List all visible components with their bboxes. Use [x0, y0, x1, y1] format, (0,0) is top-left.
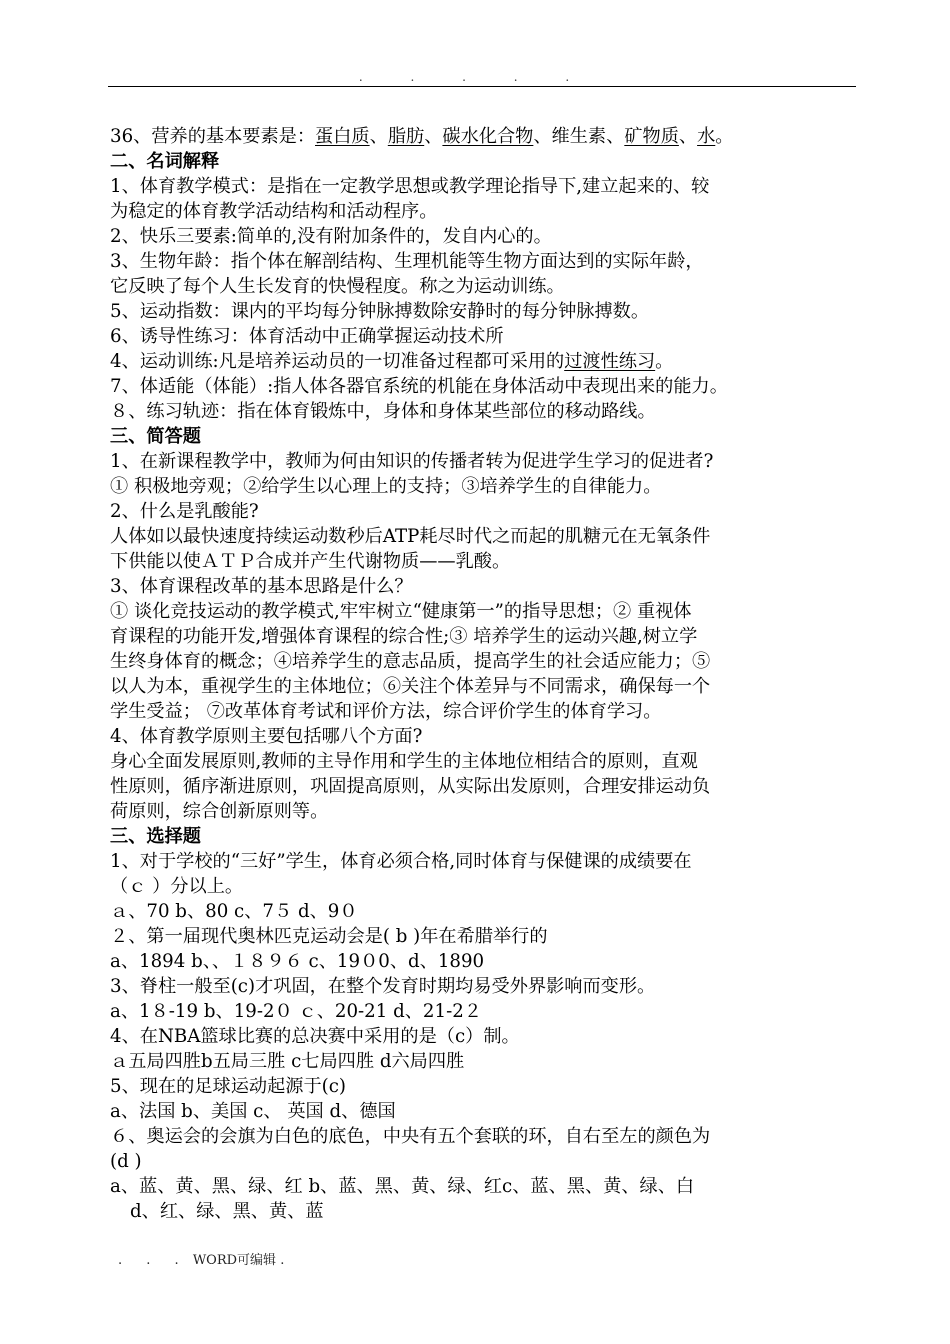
text-line: 3、生物年龄：指个体在解剖结构、生理机能等生物方面达到的实际年龄，	[110, 251, 704, 272]
answer-line: 生终身体育的概念；④培养学生的意志品质，提高学生的社会适应能力；⑤	[110, 651, 711, 672]
answer-line: ① 谈化竞技运动的教学模式,牢牢树立“健康第一”的指导思想；② 重视体	[110, 601, 692, 622]
question-line: 1、在新课程教学中，教师为何由知识的传播者转为促进学生学习的促进者?	[110, 451, 714, 472]
section-heading: 二、名词解释	[110, 151, 220, 172]
question-line: 3、脊柱一般至(c)才巩固，在整个发育时期均易受外界影响而变形。	[110, 976, 656, 997]
answer-line: 人体如以最快速度持续运动数秒后ATP耗尽时代之而起的肌糖元在无氧条件	[110, 526, 711, 547]
answer-line: 荷原则，综合创新原则等。	[110, 801, 329, 822]
text-line: 它反映了每个人生长发育的快慢程度。称之为运动训练。	[110, 276, 565, 297]
section-heading: 三、选择题	[110, 826, 201, 847]
header-rule	[108, 86, 856, 87]
document-body	[110, 124, 860, 1224]
question-line: ２、第一届现代奥林匹克运动会是( b )年在希腊举行的	[110, 926, 548, 947]
underlined-term: 矿物质	[624, 126, 679, 147]
underlined-term: 脂肪	[387, 126, 425, 147]
text-line-nutrition: 36、营养的基本要素是：蛋白质、脂肪、碳水化合物、维生素、矿物质、水。	[110, 126, 734, 147]
answer-line: 性原则，循序渐进原则，巩固提高原则，从实际出发原则，合理安排运动负	[110, 776, 711, 797]
text-line-training: 4、运动训练:凡是培养运动员的一切准备过程都可采用的过渡性练习。	[110, 351, 674, 372]
question-line: 3、体育课程改革的基本思路是什么？	[110, 576, 413, 597]
options-line: a、1８-19 b、19-2０ ｃ、20-21 d、21-2２	[110, 1001, 482, 1022]
answer-line: 学生受益； ⑦改革体育考试和评价方法，综合评价学生的体育学习。	[110, 701, 662, 722]
footer-dots: . . .	[118, 1253, 189, 1268]
text-line: 为稳定的体育教学活动结构和活动程序。	[110, 201, 438, 222]
answer-line: 以人为本，重视学生的主体地位；⑥关注个体差异与不同需求，确保每一个	[110, 676, 711, 697]
options-line: a、蓝、黄、黑、绿、红 b、蓝、黑、黄、绿、红c、蓝、黑、黄、绿、白	[110, 1176, 695, 1197]
answer-line: ① 积极地旁观；②给学生以心理上的支持；③培养学生的自律能力。	[110, 476, 662, 497]
section-heading: 三、简答题	[110, 426, 201, 447]
underlined-term: 碳水化合物	[442, 126, 534, 147]
options-line: a、1894 b、、１８９６ c、19０0、d、1890	[110, 951, 485, 972]
question-line: ６、奥运会的会旗为白色的底色，中央有五个套联的环，自右至左的颜色为	[110, 1126, 711, 1147]
underlined-term: 水	[697, 126, 716, 147]
text-line: 1、体育教学模式：是指在一定教学思想或教学理论指导下,建立起来的、较	[110, 176, 710, 197]
question-line: (d )	[110, 1151, 142, 1172]
answer-line: 育课程的功能开发,增强体育课程的综合性;③ 培养学生的运动兴趣,树立学	[110, 626, 698, 647]
options-line: ａ五局四胜b五局三胜 c七局四胜 d六局四胜	[110, 1051, 465, 1072]
underlined-term: 蛋白质	[315, 126, 370, 147]
question-line: 1、对于学校的“三好”学生，体育必须合格,同时体育与保健课的成绩要在	[110, 851, 692, 872]
text-line: 7、体适能（体能）:指人体各器官系统的机能在身体活动中表现出来的能力。	[110, 376, 728, 397]
answer-line: 下供能以使ＡＴＰ合成并产生代谢物质——乳酸。	[110, 551, 511, 572]
text-line: ８、练习轨迹：指在体育锻炼中，身体和身体某些部位的移动路线。	[110, 401, 656, 422]
page-footer	[118, 1249, 284, 1268]
question-line: 4、在NBA篮球比赛的总决赛中采用的是（c）制。	[110, 1026, 520, 1047]
options-line: d、红、绿、黑、黄、蓝	[130, 1201, 324, 1222]
text-line: 6、诱导性练习：体育活动中正确掌握运动技术所	[110, 326, 504, 347]
question-line: 4、体育教学原则主要包括哪八个方面?	[110, 726, 423, 747]
text-line: 2、快乐三要素:简单的,没有附加条件的，发自内心的。	[110, 226, 552, 247]
question-line: （ｃ ）分以上。	[110, 876, 244, 897]
footer-label: WORD可编辑	[192, 1253, 277, 1268]
footer-trail: .	[280, 1253, 285, 1268]
options-line: ａ、70 b、80 c、7５ d、9０	[110, 901, 358, 922]
text-line: 5、运动指数：课内的平均每分钟脉搏数除安静时的每分钟脉搏数。	[110, 301, 650, 322]
answer-line: 身心全面发展原则,教师的主导作用和学生的主体地位相结合的原则，直观	[110, 751, 698, 772]
header-dots: . . . . .	[358, 70, 592, 84]
underlined-term: 过渡性练习	[564, 351, 656, 372]
question-line: 5、现在的足球运动起源于(c)	[110, 1076, 347, 1097]
options-line: a、法国 b、美国 c、 英国 d、德国	[110, 1101, 396, 1122]
question-line: 2、什么是乳酸能?	[110, 501, 259, 522]
